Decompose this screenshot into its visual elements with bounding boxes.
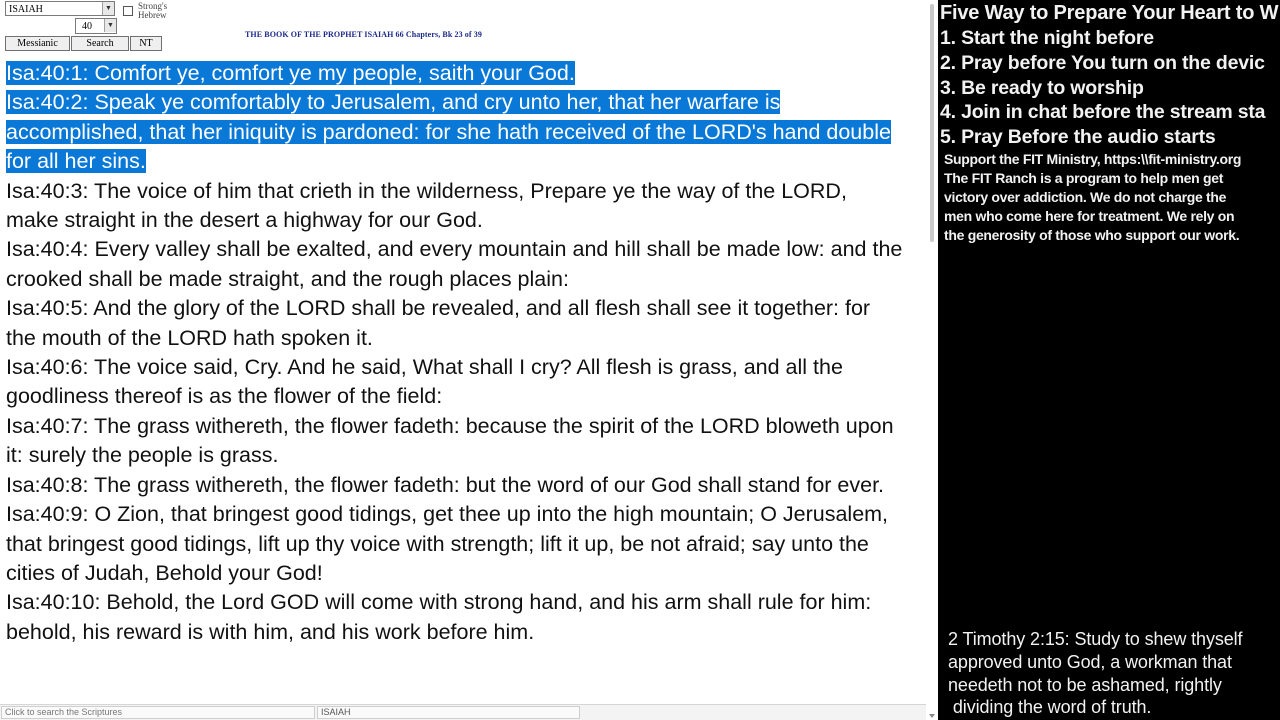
chevron-down-icon[interactable]: ▼ bbox=[104, 19, 116, 32]
scripture-verse[interactable] bbox=[0, 294, 910, 353]
strongs-checkbox[interactable] bbox=[123, 6, 133, 16]
scripture-verse[interactable] bbox=[0, 177, 910, 236]
scripture-verse-text: Isa:40:6: The voice said, Cry. And he said, What shall I cry? All flesh is grass, and all the goodliness thereof is as the flower of the field: bbox=[6, 355, 843, 409]
scripture-verse-text: Isa:40:2: Speak ye comfortably to Jerusalem, and cry unto her, that her warfare is accomplished, that her iniquity is pardoned: for she hath received of the LORD's hand double for all her sins. bbox=[6, 90, 891, 174]
prepare-steps-list bbox=[940, 26, 1265, 150]
scripture-verse-text: Isa:40:7: The grass withereth, the flower fadeth: because the spirit of the LORD bloweth upon it: surely the people is grass. bbox=[6, 413, 894, 468]
prepare-heart-title: Five Way to Prepare Your Heart to W bbox=[940, 2, 1279, 24]
scripture-verse-text: Isa:40:9: O Zion, that bringest good tidings, get thee up into the high mountain; O Jerusalem, that bringest good tidings, lift up thy voice with strength; lift it up, be not afraid; say unto the cities of Judah, Behold your God! bbox=[6, 502, 889, 585]
info-panel bbox=[938, 0, 1280, 720]
support-line: The FIT Ranch is a program to help men get bbox=[944, 170, 1224, 186]
featured-verse-line: needeth not to be ashamed, rightly bbox=[948, 674, 1222, 695]
strongs-hebrew-toggle[interactable] bbox=[123, 2, 167, 20]
scripture-verse-text: Isa:40:10: Behold, the Lord GOD will come with strong hand, and his arm shall rule for him: behold, his reward is with him, and his work before him. bbox=[6, 590, 872, 644]
scripture-search-input[interactable]: Click to search the Scriptures bbox=[1, 706, 315, 719]
featured-verse-line: approved unto God, a workman that bbox=[948, 651, 1232, 672]
support-line: men who come here for treatment. We rely on bbox=[944, 208, 1235, 224]
book-title: THE BOOK OF THE PROPHET ISAIAH 66 Chapters, Bk 23 of 39 bbox=[245, 30, 482, 39]
book-select-value: ISAIAH bbox=[9, 4, 43, 15]
strongs-label bbox=[138, 2, 167, 20]
scripture-verse[interactable] bbox=[0, 412, 910, 471]
featured-verse-line: 2 Timothy 2:15: Study to shew thyself bbox=[948, 629, 1243, 649]
status-book-field: ISAIAH bbox=[317, 706, 580, 719]
nt-button[interactable]: NT bbox=[130, 36, 162, 51]
vertical-scrollbar[interactable] bbox=[926, 0, 938, 720]
scripture-verse[interactable] bbox=[0, 235, 910, 294]
messianic-button[interactable]: Messianic bbox=[5, 36, 70, 51]
scripture-verse[interactable] bbox=[0, 471, 910, 500]
prepare-step: 3. Be ready to worship bbox=[940, 76, 1144, 99]
prepare-step: 4. Join in chat before the stream sta bbox=[940, 101, 1266, 124]
scripture-verse-text: Isa:40:1: Comfort ye, comfort ye my people, saith your God. bbox=[6, 61, 575, 85]
strongs-label-line-2: Hebrew bbox=[138, 10, 167, 20]
scripture-verse-text: Isa:40:3: The voice of him that crieth in the wilderness, Prepare ye the way of the LORD, make straight in the desert a highway for our God. bbox=[6, 178, 847, 233]
scripture-verse[interactable] bbox=[0, 353, 910, 412]
scripture-verse[interactable] bbox=[0, 588, 910, 647]
scripture-verse-text: Isa:40:4: Every valley shall be exalted, and every mountain and hill shall be made low: and the crooked shall be made straight, and the rough places plain: bbox=[6, 237, 903, 291]
scripture-text[interactable] bbox=[0, 59, 924, 699]
prepare-step: 2. Pray before You turn on the devic bbox=[940, 51, 1265, 74]
featured-verse-line: dividing the word of truth. bbox=[948, 697, 1152, 718]
scripture-verse-text: Isa:40:5: And the glory of the LORD shall be revealed, and all flesh shall see it together: for the mouth of the LORD hath spoken it. bbox=[6, 296, 871, 350]
support-line: victory over addiction. We do not charge the bbox=[944, 189, 1227, 205]
featured-verse bbox=[948, 628, 1278, 719]
chapter-select[interactable] bbox=[75, 18, 117, 34]
viewer-controls bbox=[0, 0, 938, 56]
chevron-down-icon[interactable]: ▼ bbox=[102, 2, 114, 15]
search-button[interactable]: Search bbox=[71, 36, 129, 51]
scripture-verse-text: Isa:40:8: The grass withereth, the flower fadeth: but the word of our God shall stand for ever. bbox=[6, 472, 885, 497]
chapter-select-value: 40 bbox=[82, 21, 92, 32]
scripture-verse[interactable] bbox=[0, 500, 910, 588]
strongs-label-line-1: Strong's bbox=[138, 1, 168, 11]
scroll-down-icon[interactable] bbox=[929, 714, 935, 718]
book-select[interactable] bbox=[5, 1, 115, 16]
support-line: the generosity of those who support our work. bbox=[944, 227, 1240, 243]
scripture-verse[interactable] bbox=[0, 59, 910, 88]
prepare-step: 5. Pray Before the audio starts bbox=[940, 126, 1216, 149]
status-bar bbox=[0, 704, 926, 720]
support-message bbox=[944, 150, 1278, 245]
scripture-verse[interactable] bbox=[0, 88, 910, 176]
support-line: Support the FIT Ministry, https:\\fit-ministry.org bbox=[944, 151, 1242, 167]
scrollbar-thumb[interactable] bbox=[930, 4, 934, 242]
prepare-step: 1. Start the night before bbox=[940, 27, 1154, 49]
